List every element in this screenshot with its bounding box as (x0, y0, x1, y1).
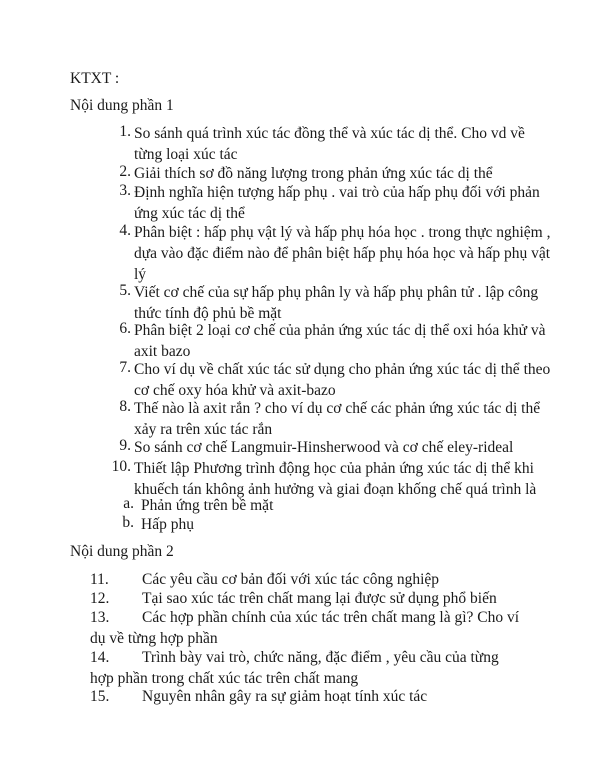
item-line: Các hợp phần chính của xúc tác trên chất mang là gì? Cho ví (142, 609, 520, 626)
item-number: 10. (111, 458, 131, 475)
item-line: So sánh quá trình xúc tác đồng thể và xúc tác dị thể. Cho vd về (134, 125, 525, 142)
item-line: lý (134, 266, 147, 283)
item-number: 7. (119, 359, 131, 376)
doc-title: KTXT : (70, 70, 120, 87)
item-number: 8. (119, 398, 131, 415)
sub-item-letter: b. (122, 514, 134, 531)
item-line: thức tính độ phủ bề mặt (134, 305, 282, 322)
item-line: hợp phần trong chất xúc tác trên chất mang (90, 670, 359, 687)
item-number: 13. (90, 609, 110, 626)
item-line: Cho ví dụ về chất xúc tác sử dụng cho phản ứng xúc tác dị thể theo (134, 361, 551, 378)
item-line: axit bazo (134, 343, 191, 360)
item-line: Phân biệt : hấp phụ vật lý và hấp phụ hóa học . trong thực nghiệm , (134, 224, 551, 241)
sub-item-letter: a. (123, 495, 134, 512)
item-number: 6. (119, 320, 131, 337)
item-line: Tại sao xúc tác trên chất mang lại được sử dụng phổ biến (142, 590, 497, 607)
item-number: 5. (119, 282, 131, 299)
item-line: khuếch tán không ảnh hưởng và giai đoạn khống chế quá trình là (134, 481, 537, 498)
item-number: 14. (90, 649, 110, 666)
item-line: Thế nào là axit rắn ? cho ví dụ cơ chế các phản ứng xúc tác dị thể (134, 400, 541, 417)
item-line: ứng xúc tác dị thể (134, 205, 245, 222)
item-line: Các yêu cầu cơ bản đối với xúc tác công nghiệp (142, 571, 440, 588)
item-number: 9. (119, 437, 131, 454)
item-number: 3. (119, 182, 131, 199)
item-line: xảy ra trên xúc tác rắn (134, 421, 273, 438)
item-line: So sánh cơ chế Langmuir-Hinsherwood và cơ chế eley-rideal (134, 439, 514, 456)
item-number: 11. (90, 571, 109, 588)
item-line: Phân biệt 2 loại cơ chế của phản ứng xúc tác dị thể oxi hóa khử và (134, 322, 546, 339)
item-number: 1. (119, 123, 131, 140)
item-line: Thiết lập Phương trình động học của phản ứng xúc tác dị thể khi (134, 460, 534, 477)
item-number: 12. (90, 590, 110, 607)
item-line: Giải thích sơ đồ năng lượng trong phản ứng xúc tác dị thể (134, 165, 493, 182)
item-line: Nguyên nhân gây ra sự giảm hoạt tính xúc tác (142, 688, 428, 705)
item-line: Trình bày vai trò, chức năng, đặc điểm , yêu cầu của từng (142, 649, 499, 666)
item-line: Viết cơ chế của sự hấp phụ phân ly và hấp phụ phân tử . lập công (134, 284, 539, 301)
section1-heading: Nội dung phần 1 (70, 97, 174, 114)
sub-item-text: Hấp phụ (141, 516, 194, 533)
item-line: cơ chế oxy hóa khử và axit-bazo (134, 382, 336, 399)
item-line: dụ về từng hợp phần (90, 630, 218, 647)
item-number: 15. (90, 688, 110, 705)
item-line: dựa vào đặc điểm nào để phân biệt hấp phụ hóa học và hấp phụ vật (134, 245, 551, 262)
section2-heading: Nội dung phần 2 (70, 543, 174, 560)
item-line: từng loại xúc tác (134, 146, 238, 163)
item-number: 2. (119, 163, 131, 180)
item-number: 4. (119, 222, 131, 239)
item-line: Định nghĩa hiện tượng hấp phụ . vai trò của hấp phụ đối với phản (134, 184, 540, 201)
sub-item-text: Phản ứng trên bề mặt (141, 497, 274, 514)
